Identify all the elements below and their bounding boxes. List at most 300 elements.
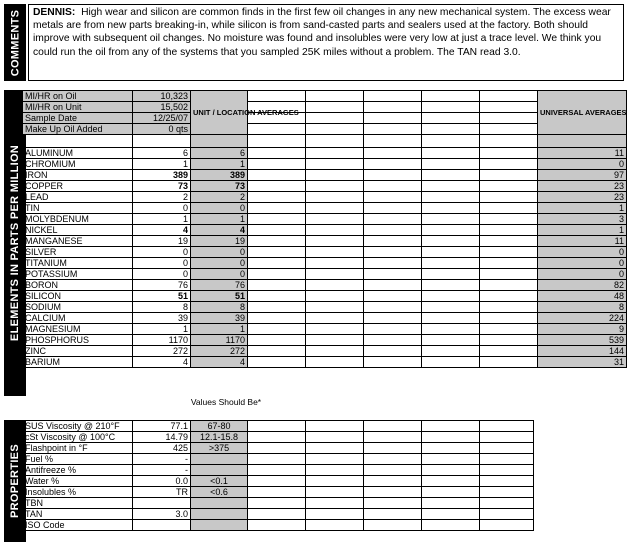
empty-cell <box>306 91 364 102</box>
empty-cell <box>364 313 422 324</box>
empty-cell <box>480 181 538 192</box>
empty-cell <box>306 357 364 368</box>
property-value: 77.1 <box>133 421 191 432</box>
info-value: 0 qts <box>133 124 191 135</box>
empty-cell <box>480 465 534 476</box>
element-unit-average: 1170 <box>191 335 248 346</box>
empty-cell <box>248 280 306 291</box>
empty-cell <box>364 280 422 291</box>
element-value: 2 <box>133 192 191 203</box>
property-should-be: <0.1 <box>191 476 248 487</box>
info-row <box>23 113 627 124</box>
comments-sidebar <box>4 4 26 81</box>
empty-cell <box>480 454 534 465</box>
property-label: Antifreeze % <box>23 465 133 476</box>
empty-cell <box>480 258 538 269</box>
empty-cell <box>364 421 422 432</box>
element-name: IRON <box>23 170 133 181</box>
empty-cell <box>306 192 364 203</box>
empty-cell <box>248 357 306 368</box>
element-unit-average: 4 <box>191 225 248 236</box>
empty-cell <box>480 113 538 124</box>
empty-cell <box>248 192 306 203</box>
element-value: 1170 <box>133 335 191 346</box>
analysis-table <box>22 90 627 368</box>
info-value: 15,502 <box>133 102 191 113</box>
element-name: SODIUM <box>23 302 133 313</box>
empty-cell <box>422 443 480 454</box>
element-row <box>23 236 627 247</box>
empty-cell <box>480 170 538 181</box>
empty-cell <box>306 102 364 113</box>
element-row <box>23 335 627 346</box>
empty-cell <box>306 487 364 498</box>
empty-cell <box>306 181 364 192</box>
element-universal-average: 9 <box>538 324 627 335</box>
element-unit-average: 73 <box>191 181 248 192</box>
empty-cell <box>248 170 306 181</box>
element-universal-average: 539 <box>538 335 627 346</box>
empty-cell <box>248 421 306 432</box>
empty-cell <box>422 214 480 225</box>
empty-cell <box>422 313 480 324</box>
empty-cell <box>248 148 306 159</box>
element-row <box>23 225 627 236</box>
empty-cell <box>364 159 422 170</box>
property-label: TBN <box>23 498 133 509</box>
empty-cell <box>248 520 306 531</box>
empty-cell <box>422 335 480 346</box>
empty-cell <box>364 181 422 192</box>
empty-cell <box>422 421 480 432</box>
empty-cell <box>306 432 364 443</box>
empty-cell <box>480 203 538 214</box>
element-universal-average: 144 <box>538 346 627 357</box>
empty-cell <box>422 170 480 181</box>
empty-cell <box>306 302 364 313</box>
empty-cell <box>422 509 480 520</box>
property-row <box>23 509 534 520</box>
empty-cell <box>364 346 422 357</box>
empty-cell <box>422 203 480 214</box>
property-row <box>23 443 534 454</box>
empty-cell <box>422 324 480 335</box>
info-value: 12/25/07 <box>133 113 191 124</box>
empty-cell <box>248 476 306 487</box>
info-value: 10,323 <box>133 91 191 102</box>
element-universal-average: 0 <box>538 269 627 280</box>
element-row <box>23 357 627 368</box>
empty-cell <box>422 520 480 531</box>
empty-cell <box>306 313 364 324</box>
property-should-be: >375 <box>191 443 248 454</box>
empty-cell <box>248 181 306 192</box>
element-value: 0 <box>133 247 191 258</box>
element-value: 76 <box>133 280 191 291</box>
empty-cell <box>306 170 364 181</box>
empty-cell <box>306 113 364 124</box>
element-value: 51 <box>133 291 191 302</box>
empty-cell <box>306 291 364 302</box>
element-row <box>23 170 627 181</box>
element-universal-average: 1 <box>538 225 627 236</box>
empty-cell <box>364 291 422 302</box>
element-unit-average: 0 <box>191 258 248 269</box>
empty-cell <box>306 269 364 280</box>
empty-cell <box>306 280 364 291</box>
empty-cell <box>422 91 480 102</box>
property-label: Water % <box>23 476 133 487</box>
element-unit-average: 39 <box>191 313 248 324</box>
element-universal-average: 0 <box>538 247 627 258</box>
empty-cell <box>248 335 306 346</box>
empty-cell <box>480 324 538 335</box>
empty-cell <box>248 509 306 520</box>
element-universal-average: 1 <box>538 203 627 214</box>
element-row <box>23 148 627 159</box>
info-row <box>23 124 627 135</box>
element-row <box>23 291 627 302</box>
element-value: 0 <box>133 203 191 214</box>
property-value: 0.0 <box>133 476 191 487</box>
empty-cell <box>480 357 538 368</box>
empty-cell <box>422 258 480 269</box>
empty-cell <box>248 313 306 324</box>
element-row <box>23 192 627 203</box>
empty-cell <box>248 432 306 443</box>
empty-cell <box>306 476 364 487</box>
element-row <box>23 181 627 192</box>
empty-cell <box>306 247 364 258</box>
empty-cell <box>248 346 306 357</box>
empty-cell <box>364 465 422 476</box>
element-row <box>23 302 627 313</box>
empty-cell <box>23 135 133 148</box>
empty-cell <box>306 335 364 346</box>
empty-cell <box>364 487 422 498</box>
empty-cell <box>364 135 422 148</box>
element-value: 0 <box>133 258 191 269</box>
element-name: POTASSIUM <box>23 269 133 280</box>
element-name: ZINC <box>23 346 133 357</box>
element-universal-average: 0 <box>538 258 627 269</box>
element-row <box>23 346 627 357</box>
empty-cell <box>480 124 538 135</box>
info-label: MI/HR on Unit <box>23 102 133 113</box>
element-value: 389 <box>133 170 191 181</box>
empty-cell <box>364 302 422 313</box>
empty-cell <box>480 214 538 225</box>
element-unit-average: 6 <box>191 148 248 159</box>
empty-cell <box>364 269 422 280</box>
property-label: Flashpoint in °F <box>23 443 133 454</box>
property-row <box>23 421 534 432</box>
element-name: NICKEL <box>23 225 133 236</box>
empty-cell <box>306 236 364 247</box>
property-row <box>23 520 534 531</box>
element-unit-average: 4 <box>191 357 248 368</box>
element-universal-average: 23 <box>538 181 627 192</box>
element-row <box>23 313 627 324</box>
property-should-be: 67-80 <box>191 421 248 432</box>
properties-section-label: PROPERTIES <box>9 444 21 518</box>
empty-cell <box>480 313 538 324</box>
empty-cell <box>364 170 422 181</box>
empty-cell <box>364 335 422 346</box>
property-should-be <box>191 498 248 509</box>
empty-cell <box>364 520 422 531</box>
empty-cell <box>480 432 534 443</box>
empty-cell <box>248 247 306 258</box>
empty-cell <box>364 247 422 258</box>
empty-cell <box>306 443 364 454</box>
empty-cell <box>422 181 480 192</box>
empty-cell <box>422 465 480 476</box>
element-row <box>23 203 627 214</box>
element-value: 73 <box>133 181 191 192</box>
element-value: 19 <box>133 236 191 247</box>
empty-cell <box>248 465 306 476</box>
property-should-be <box>191 509 248 520</box>
empty-cell <box>306 159 364 170</box>
empty-cell <box>306 214 364 225</box>
property-label: Fuel % <box>23 454 133 465</box>
element-name: PHOSPHORUS <box>23 335 133 346</box>
property-should-be <box>191 465 248 476</box>
empty-cell <box>306 421 364 432</box>
empty-cell <box>422 487 480 498</box>
property-value: 3.0 <box>133 509 191 520</box>
property-should-be <box>191 520 248 531</box>
property-label: ISO Code <box>23 520 133 531</box>
empty-cell <box>480 291 538 302</box>
property-label: SUS Viscosity @ 210°F <box>23 421 133 432</box>
spacer-row <box>23 135 627 148</box>
property-value: 425 <box>133 443 191 454</box>
element-value: 1 <box>133 324 191 335</box>
empty-cell <box>306 225 364 236</box>
element-name: CHROMIUM <box>23 159 133 170</box>
element-unit-average: 8 <box>191 302 248 313</box>
empty-cell <box>248 236 306 247</box>
elements-section-label: ELEMENTS IN PARTS PER MILLION <box>9 144 21 342</box>
element-value: 1 <box>133 159 191 170</box>
empty-cell <box>480 520 534 531</box>
property-row <box>23 498 534 509</box>
empty-cell <box>422 291 480 302</box>
empty-cell <box>480 280 538 291</box>
empty-cell <box>364 102 422 113</box>
empty-cell <box>364 113 422 124</box>
empty-cell <box>480 102 538 113</box>
element-name: BARIUM <box>23 357 133 368</box>
empty-cell <box>306 124 364 135</box>
element-unit-average: 51 <box>191 291 248 302</box>
empty-cell <box>480 509 534 520</box>
empty-cell <box>480 247 538 258</box>
empty-cell <box>306 203 364 214</box>
empty-cell <box>480 148 538 159</box>
element-name: CALCIUM <box>23 313 133 324</box>
element-value: 0 <box>133 269 191 280</box>
empty-cell <box>480 135 538 148</box>
element-universal-average: 0 <box>538 159 627 170</box>
empty-cell <box>306 148 364 159</box>
empty-cell <box>422 225 480 236</box>
empty-cell <box>480 421 534 432</box>
property-should-be: <0.6 <box>191 487 248 498</box>
empty-cell <box>364 454 422 465</box>
property-row <box>23 432 534 443</box>
property-value <box>133 498 191 509</box>
empty-cell <box>480 302 538 313</box>
empty-cell <box>538 135 627 148</box>
element-name: MAGNESIUM <box>23 324 133 335</box>
empty-cell <box>306 324 364 335</box>
empty-cell <box>480 487 534 498</box>
element-universal-average: 31 <box>538 357 627 368</box>
empty-cell <box>248 454 306 465</box>
element-unit-average: 272 <box>191 346 248 357</box>
empty-cell <box>248 124 306 135</box>
empty-cell <box>480 225 538 236</box>
info-row <box>23 102 627 113</box>
empty-cell <box>306 258 364 269</box>
element-universal-average: 11 <box>538 148 627 159</box>
property-label: Insolubles % <box>23 487 133 498</box>
property-value: 14.79 <box>133 432 191 443</box>
element-universal-average: 11 <box>538 236 627 247</box>
empty-cell <box>364 432 422 443</box>
empty-cell <box>422 135 480 148</box>
element-universal-average: 97 <box>538 170 627 181</box>
empty-cell <box>480 269 538 280</box>
empty-cell <box>364 203 422 214</box>
empty-cell <box>248 214 306 225</box>
empty-cell <box>364 124 422 135</box>
empty-cell <box>422 498 480 509</box>
empty-cell <box>248 258 306 269</box>
property-should-be <box>191 454 248 465</box>
element-name: SILICON <box>23 291 133 302</box>
empty-cell <box>248 291 306 302</box>
universal-averages-header: UNIVERSAL AVERAGES <box>538 91 627 135</box>
empty-cell <box>364 214 422 225</box>
empty-cell <box>306 520 364 531</box>
empty-cell <box>191 135 248 148</box>
empty-cell <box>480 443 534 454</box>
element-row <box>23 258 627 269</box>
element-row <box>23 269 627 280</box>
empty-cell <box>364 225 422 236</box>
empty-cell <box>306 135 364 148</box>
empty-cell <box>248 91 306 102</box>
empty-cell <box>306 498 364 509</box>
property-value <box>133 520 191 531</box>
property-value: - <box>133 465 191 476</box>
empty-cell <box>364 148 422 159</box>
empty-cell <box>422 302 480 313</box>
empty-cell <box>480 91 538 102</box>
element-universal-average: 224 <box>538 313 627 324</box>
empty-cell <box>364 236 422 247</box>
property-value: TR <box>133 487 191 498</box>
empty-cell <box>364 443 422 454</box>
element-value: 1 <box>133 214 191 225</box>
property-row <box>23 465 534 476</box>
property-row <box>23 454 534 465</box>
empty-cell <box>422 247 480 258</box>
empty-cell <box>422 236 480 247</box>
element-value: 8 <box>133 302 191 313</box>
empty-cell <box>248 135 306 148</box>
element-name: TITANIUM <box>23 258 133 269</box>
element-unit-average: 2 <box>191 192 248 203</box>
element-name: ALUMINUM <box>23 148 133 159</box>
comments-heading: DENNIS: <box>33 7 76 18</box>
element-value: 39 <box>133 313 191 324</box>
empty-cell <box>248 324 306 335</box>
info-label: MI/HR on Oil <box>23 91 133 102</box>
element-unit-average: 76 <box>191 280 248 291</box>
property-should-be: 12.1-15.8 <box>191 432 248 443</box>
element-row <box>23 159 627 170</box>
empty-cell <box>306 465 364 476</box>
info-label: Make Up Oil Added <box>23 124 133 135</box>
empty-cell <box>364 91 422 102</box>
comments-section-label: COMMENTS <box>9 9 22 76</box>
element-unit-average: 0 <box>191 247 248 258</box>
empty-cell <box>422 346 480 357</box>
empty-cell <box>248 203 306 214</box>
empty-cell <box>480 335 538 346</box>
empty-cell <box>422 192 480 203</box>
empty-cell <box>248 302 306 313</box>
empty-cell <box>480 159 538 170</box>
empty-cell <box>248 269 306 280</box>
unit-averages-header: UNIT / LOCATION AVERAGES <box>191 91 248 135</box>
empty-cell <box>422 124 480 135</box>
empty-cell <box>422 432 480 443</box>
element-name: MOLYBDENUM <box>23 214 133 225</box>
element-name: SILVER <box>23 247 133 258</box>
element-unit-average: 1 <box>191 324 248 335</box>
empty-cell <box>248 487 306 498</box>
info-label: Sample Date <box>23 113 133 124</box>
empty-cell <box>422 102 480 113</box>
element-value: 4 <box>133 225 191 236</box>
comments-text: High wear and silicon are common finds in the first few oil changes in any new mechanical system. The excess wear metals are from new parts breaking-in, while silicon is from sand-casted parts and sealers used at the factory. Both should improve with subsequent oil changes. No moisture was found and insolubles were very low at just a trace level. We think you could run the oil from any of the systems that you sampled 25K miles without a problem. The TAN read 3.0. <box>33 7 611 58</box>
element-unit-average: 1 <box>191 159 248 170</box>
element-value: 4 <box>133 357 191 368</box>
property-label: cSt Viscosity @ 100°C <box>23 432 133 443</box>
element-name: TIN <box>23 203 133 214</box>
values-should-be-header: Values Should Be* <box>190 397 262 407</box>
element-name: MANGANESE <box>23 236 133 247</box>
element-unit-average: 1 <box>191 214 248 225</box>
empty-cell <box>480 498 534 509</box>
empty-cell <box>248 443 306 454</box>
empty-cell <box>364 324 422 335</box>
empty-cell <box>306 509 364 520</box>
empty-cell <box>306 346 364 357</box>
element-value: 272 <box>133 346 191 357</box>
empty-cell <box>480 236 538 247</box>
property-row <box>23 476 534 487</box>
element-universal-average: 48 <box>538 291 627 302</box>
empty-cell <box>422 476 480 487</box>
empty-cell <box>306 454 364 465</box>
